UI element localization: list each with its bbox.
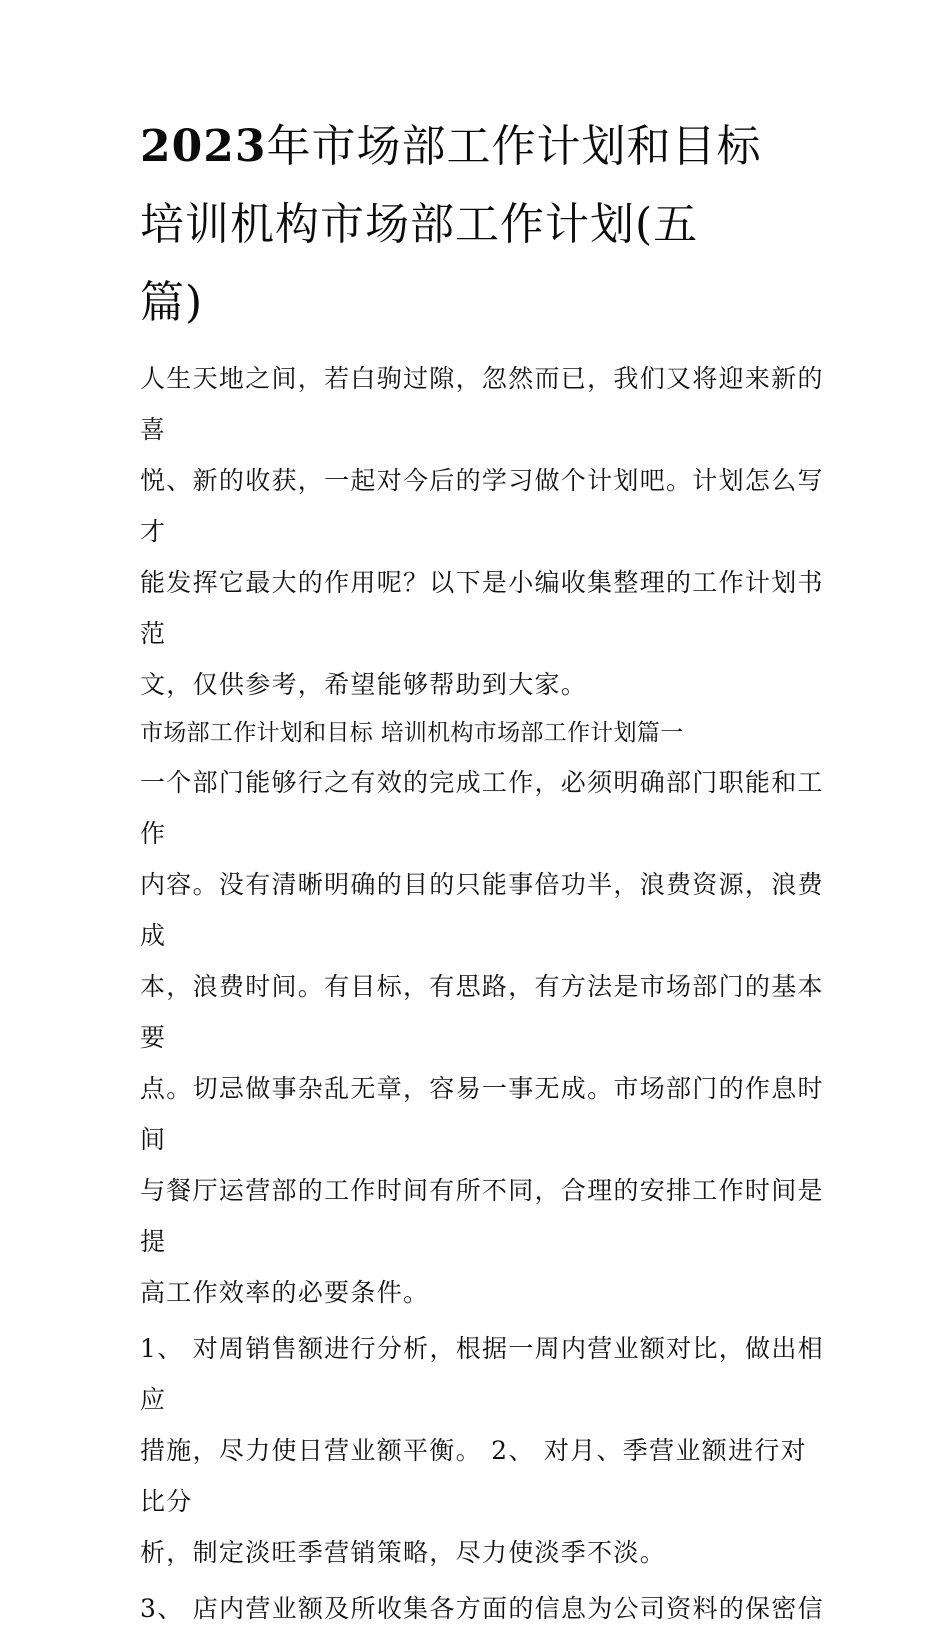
- intro-paragraph: 人生天地之间，若白驹过隙，忽然而已，我们又将迎来新的喜 悦、新的收获，一起对今后的学习做个计划吧。计划怎么写才 能发挥它最大的作用呢？以下是小编收集整理的工作计划书范 文，仅供参考，希望能够帮助到大家。: [140, 364, 824, 699]
- list-item-1: 1、 对周销售额进行分析，根据一周内营业额对比，做出相应 措施，尽力使日营业额平衡。 2、 对月、季营业额进行对比分 析，制定淡旺季营销策略，尽力使淡季不淡。: [140, 1334, 824, 1567]
- document-body: [140, 353, 830, 1634]
- list-item-2: 3、 店内营业额及所收集各方面的信息为公司资料的保密信: [140, 1594, 824, 1623]
- body-paragraph: 一个部门能够行之有效的完成工作，必须明确部门职能和工作 内容。没有清晰明确的目的只能事倍功半，浪费资源，浪费成 本，浪费时间。有目标，有思路，有方法是市场部门的基本要 点。切忌做事杂乱无章，容易一事无成。市场部门的作息时间 与餐厅运营部的工作时间有所不同，合理的安排工作时间是提 高工作效率的必要条件。: [140, 768, 824, 1307]
- section-heading: 市场部工作计划和目标 培训机构市场部工作计划篇一: [140, 720, 684, 746]
- title-year: 2023: [140, 121, 267, 172]
- title-text: 年市场部工作计划和目标 培训机构市场部工作计划(五 篇): [140, 121, 762, 328]
- document-title: [140, 108, 840, 342]
